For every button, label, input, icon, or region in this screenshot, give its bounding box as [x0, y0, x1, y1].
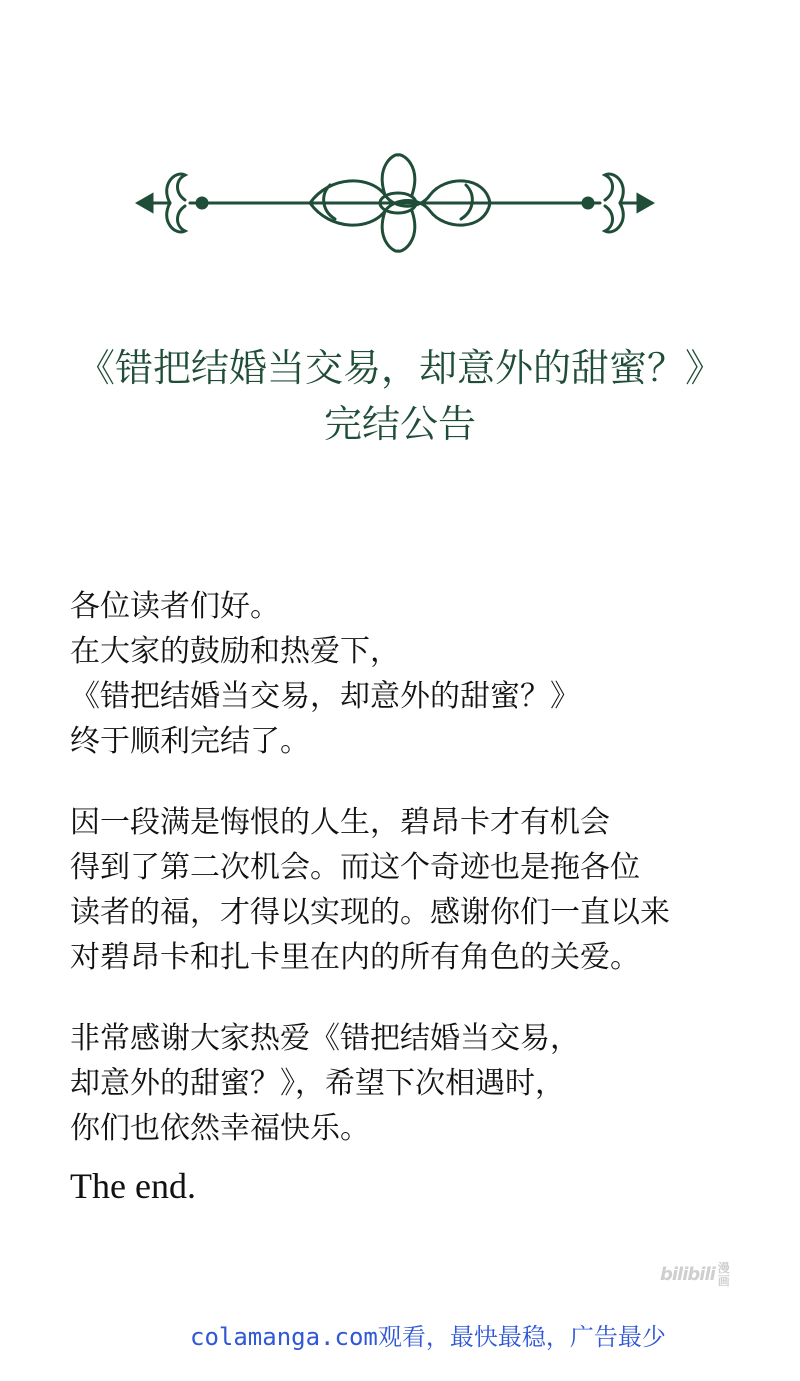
text-line: 终于顺利完结了。 — [70, 724, 310, 759]
text-line: 各位读者们好。 — [70, 589, 280, 624]
text-line: 读者的福，才得以实现的。感谢你们一直以来 — [70, 895, 670, 930]
text-line: 得到了第二次机会。而这个奇迹也是拖各位 — [70, 850, 640, 885]
paragraph-3 — [70, 1016, 770, 1151]
text-line: 《错把结婚当交易，却意外的甜蜜？》 — [70, 679, 580, 714]
the-end-text: The end. — [70, 1166, 196, 1206]
paragraph-1 — [70, 584, 770, 764]
watermark-suffix: 漫画 — [717, 1261, 729, 1288]
text-line: 你们也依然幸福快乐。 — [70, 1111, 370, 1146]
paragraph-2 — [70, 800, 770, 980]
text-line: 因一段满是悔恨的人生，碧昂卡才有机会 — [70, 805, 610, 840]
flourish-divider-icon — [130, 145, 660, 260]
title-line-1: 《错把结婚当交易，却意外的甜蜜？》 — [76, 346, 723, 390]
text-line: 对碧昂卡和扎卡里在内的所有角色的关爱。 — [70, 940, 640, 975]
text-line: 在大家的鼓励和热爱下， — [70, 634, 400, 669]
text-line: 却意外的甜蜜？》，希望下次相遇时， — [70, 1066, 565, 1101]
bilibili-manhua-watermark — [660, 1262, 732, 1288]
text-line: 非常感谢大家热爱《错把结婚当交易， — [70, 1021, 580, 1056]
source-footer-link[interactable]: colamanga.com观看，最快最稳，广告最少 — [190, 1323, 666, 1351]
announcement-title — [40, 340, 760, 452]
watermark-brand: bilibili — [660, 1264, 715, 1285]
announcement-body — [70, 584, 770, 1187]
title-line-2: 完结公告 — [323, 402, 476, 446]
